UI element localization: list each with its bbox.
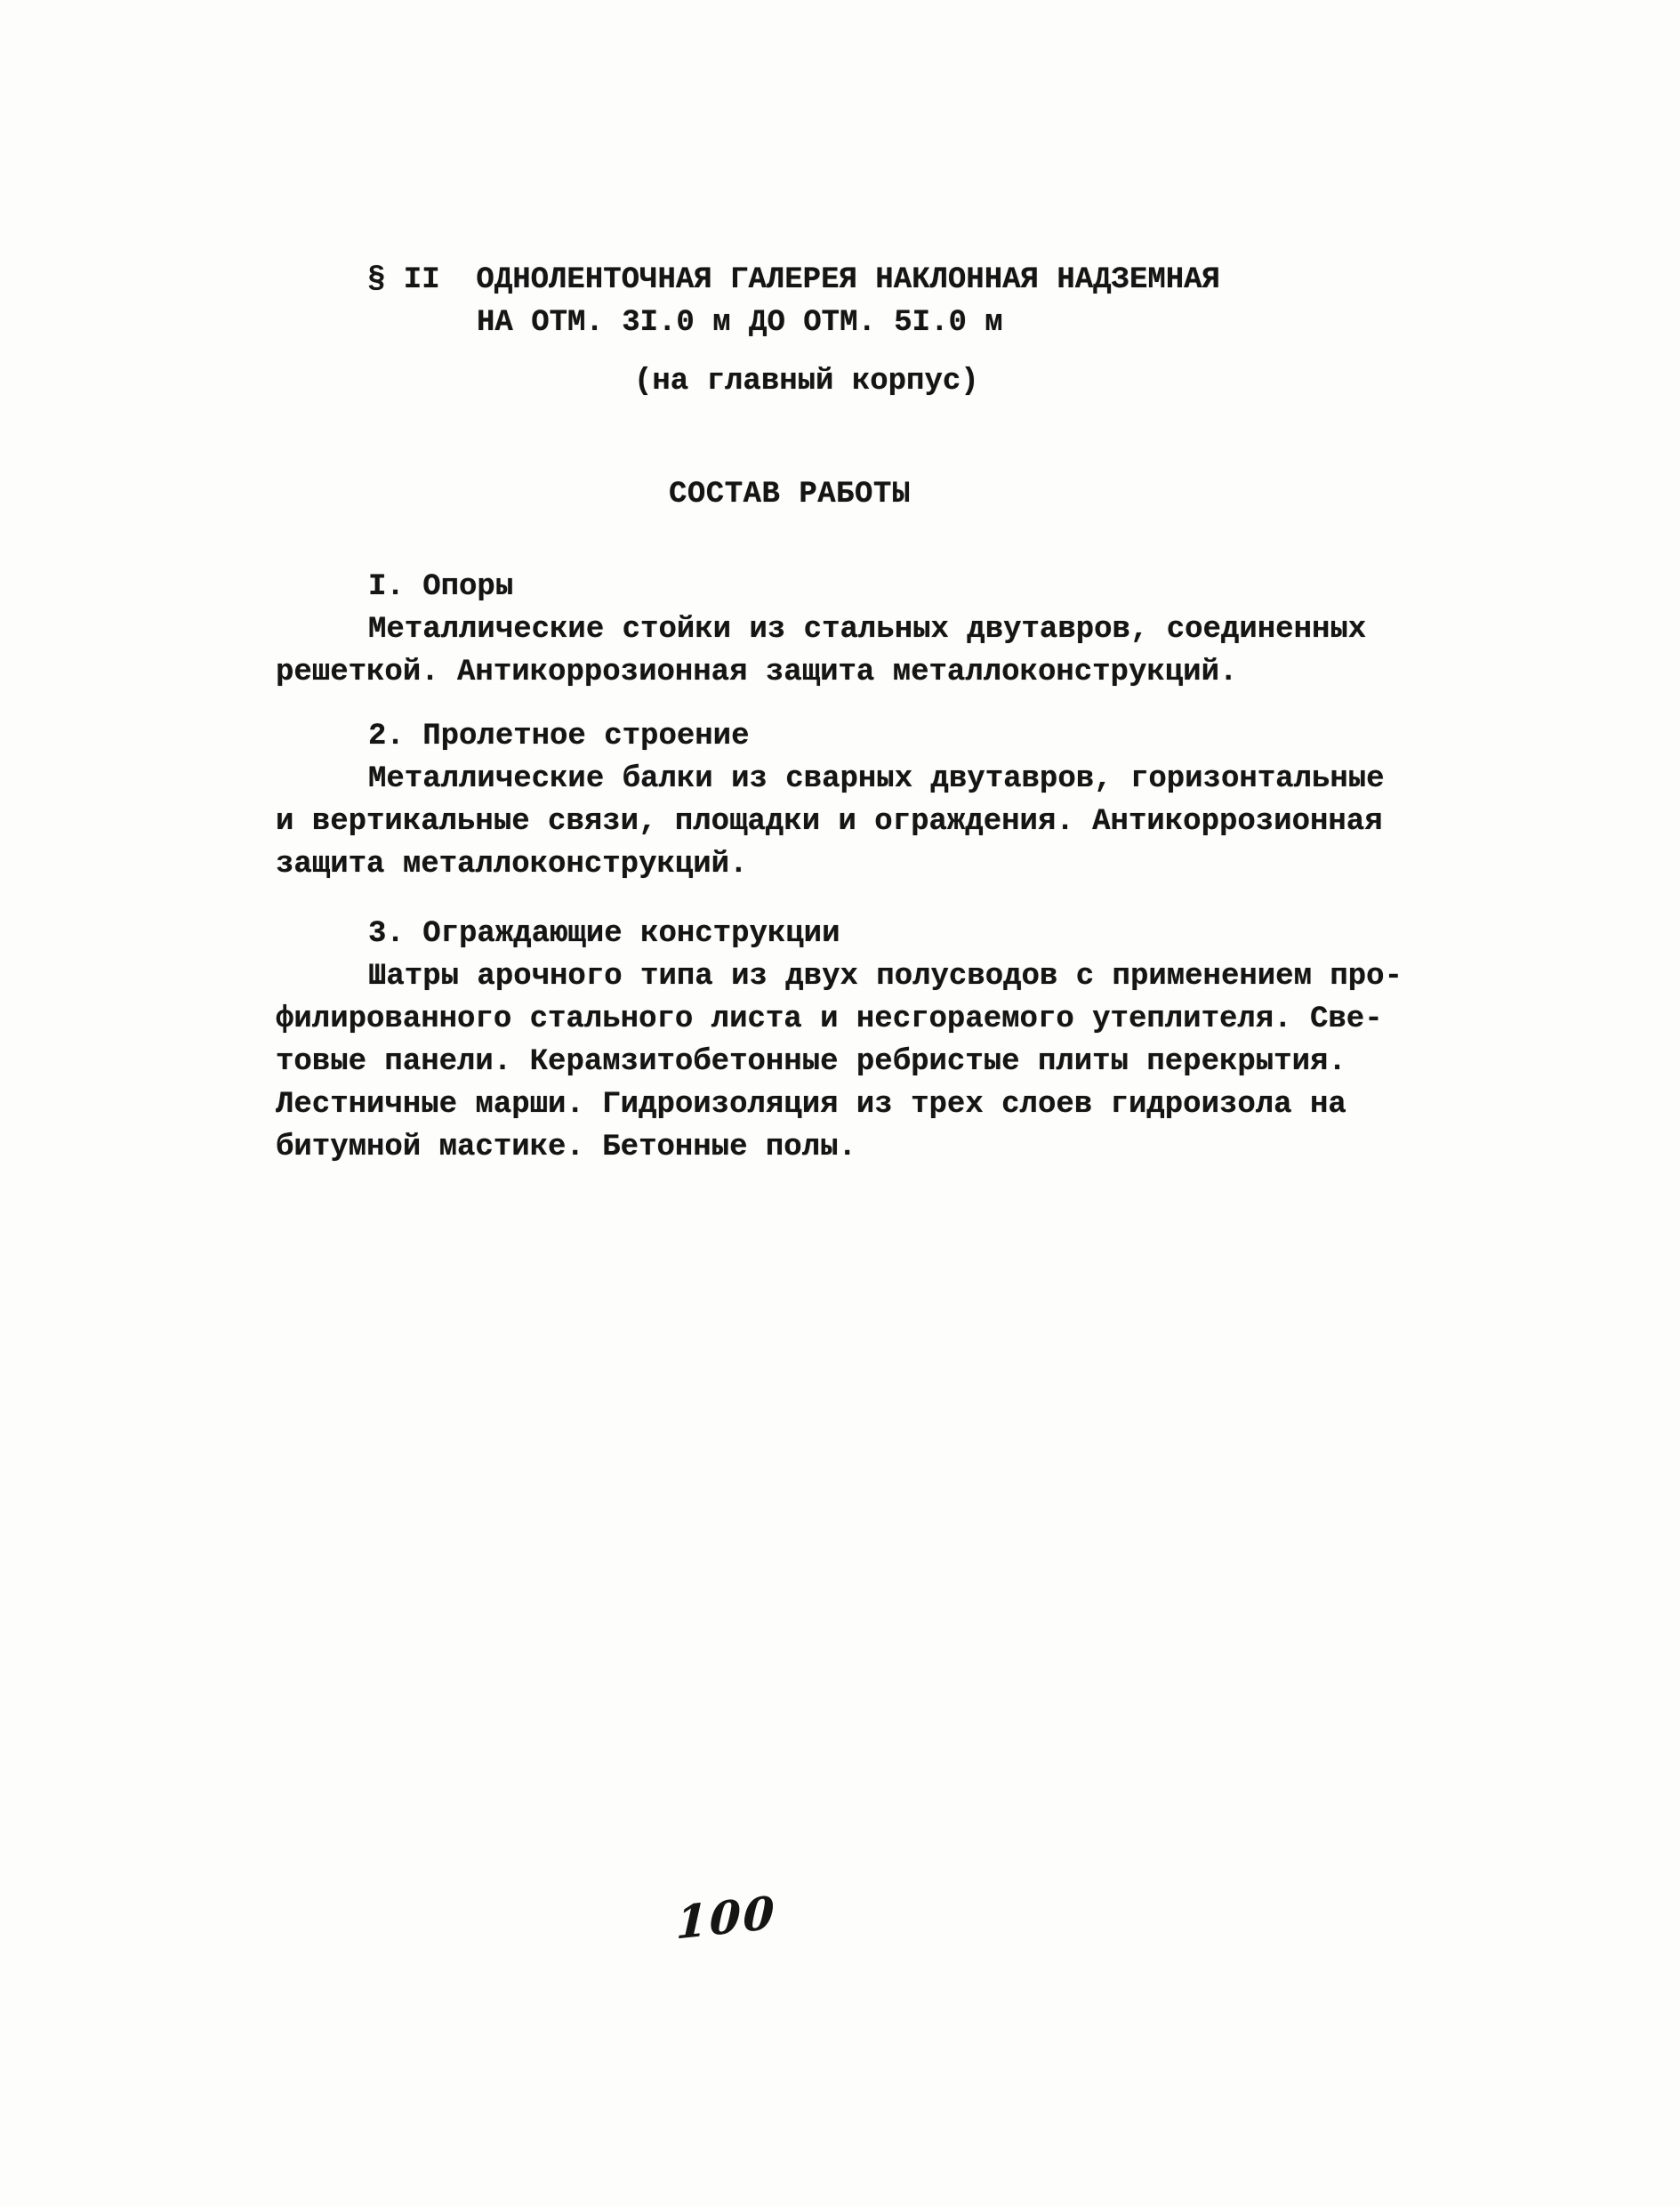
text-line: 2. Пролетное строение (368, 720, 750, 753)
work-item (276, 913, 1423, 1169)
work-item (276, 566, 1423, 694)
doc-title-line2: НА ОТМ. 3I.0 м ДО ОТМ. 5I.0 м (477, 306, 1003, 340)
text-line: 3. Ограждающие конструкции (368, 917, 840, 951)
text-line: и вертикальные связи, площадки и ограждения. Антикоррозионная (276, 805, 1383, 839)
work-item (276, 715, 1423, 886)
text-line: I. Опоры (368, 570, 514, 604)
text-line: Металлические балки из сварных двутавров, горизонтальные (368, 762, 1385, 796)
text-line: филированного стального листа и несгораемого утеплителя. Све- (276, 1002, 1383, 1036)
text-line: защита металлоконструкций. (276, 848, 748, 882)
doc-title-line1: § II ОДНОЛЕНТОЧНАЯ ГАЛЕРЕЯ НАКЛОННАЯ НАДЗЕМНАЯ (367, 263, 1220, 297)
text-line: Металлические стойки из стальных двутавров, соединенных (368, 613, 1367, 647)
text-line: решеткой. Антикоррозионная защита металлоконструкций. (276, 656, 1238, 689)
work-composition-heading: СОСТАВ РАБОТЫ (669, 478, 911, 511)
text-line: битумной мастике. Бетонные полы. (276, 1131, 856, 1164)
doc-title-subtitle: (на главный корпус) (634, 365, 979, 399)
text-line: товые панели. Керамзитобетонные ребристые плиты перекрытия. (276, 1045, 1346, 1079)
text-line: Лестничные марши. Гидроизоляция из трех слоев гидроизола на (276, 1088, 1346, 1122)
work-composition-body (276, 566, 1423, 1169)
text-line: Шатры арочного типа из двух полусводов с применением про- (368, 960, 1403, 994)
handwritten-page-number: 100 (675, 1885, 778, 1950)
